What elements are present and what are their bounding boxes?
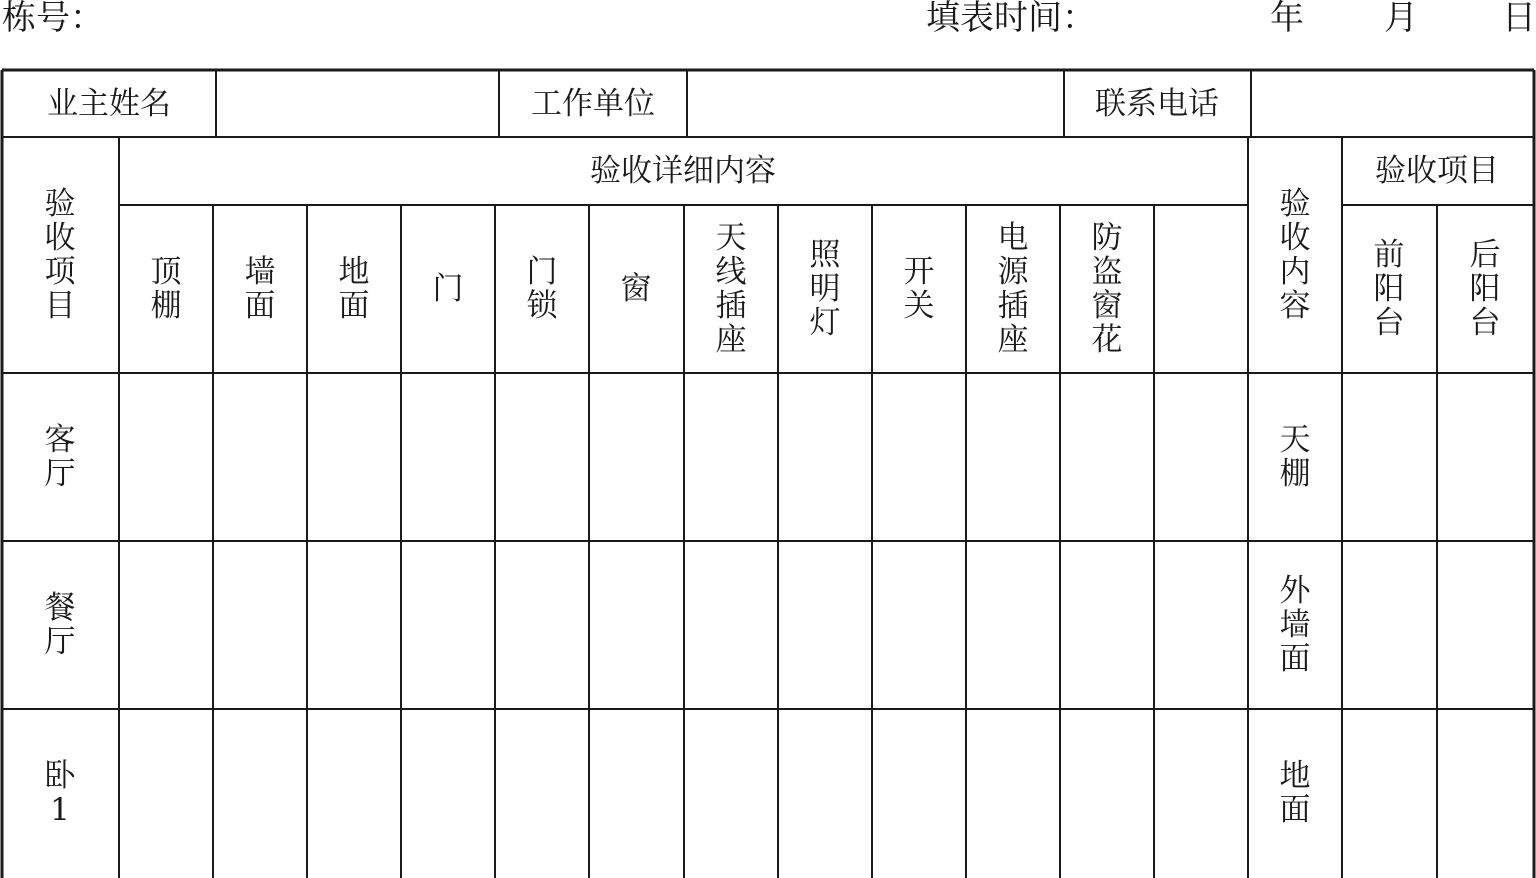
column-header-back-balcony: 后阳台 bbox=[1469, 237, 1501, 341]
column-header-door: 门 bbox=[432, 271, 464, 307]
row-label-bedroom-1: 卧1 bbox=[44, 758, 76, 828]
owner-name-field[interactable] bbox=[218, 72, 497, 135]
row-label-ground: 地面 bbox=[1279, 758, 1311, 828]
column-header-ceiling: 顶棚 bbox=[150, 254, 182, 324]
balcony-content-header: 验收内容 bbox=[1279, 186, 1311, 324]
row-label-dining-room: 餐厅 bbox=[44, 590, 76, 660]
phone-field[interactable] bbox=[1253, 72, 1532, 135]
year-label: 年 bbox=[1270, 0, 1304, 38]
day-label: 日 bbox=[1502, 0, 1536, 38]
detail-section-title: 验收详细内容 bbox=[590, 153, 776, 189]
left-item-header: 验收项目 bbox=[44, 186, 76, 324]
month-label: 月 bbox=[1384, 0, 1418, 38]
work-unit-field[interactable] bbox=[689, 72, 1062, 135]
column-header-window: 窗 bbox=[620, 271, 652, 307]
column-header-security-grille: 防盗窗花 bbox=[1091, 220, 1123, 358]
row-label-ceiling: 天棚 bbox=[1279, 422, 1311, 492]
column-header-lighting: 照明灯 bbox=[809, 237, 841, 341]
phone-label: 联系电话 bbox=[1095, 86, 1219, 122]
building-number-label: 栋号： bbox=[2, 0, 104, 38]
owner-name-label: 业主姓名 bbox=[47, 86, 171, 122]
column-header-floor: 地面 bbox=[338, 254, 370, 324]
row-label-exterior-wall: 外墙面 bbox=[1279, 573, 1311, 677]
column-header-door-lock: 门锁 bbox=[526, 254, 558, 324]
column-header-front-balcony: 前阳台 bbox=[1373, 237, 1405, 341]
column-header-switch: 开关 bbox=[903, 254, 935, 324]
balcony-section-title: 验收项目 bbox=[1375, 153, 1499, 189]
row-label-living-room: 客厅 bbox=[44, 422, 76, 492]
column-header-antenna-socket: 天线插座 bbox=[715, 220, 747, 358]
column-header-wall: 墙面 bbox=[244, 254, 276, 324]
work-unit-label: 工作单位 bbox=[531, 86, 655, 122]
column-header-power-socket: 电源插座 bbox=[997, 220, 1029, 358]
fill-date-label: 填表时间： bbox=[926, 0, 1096, 38]
